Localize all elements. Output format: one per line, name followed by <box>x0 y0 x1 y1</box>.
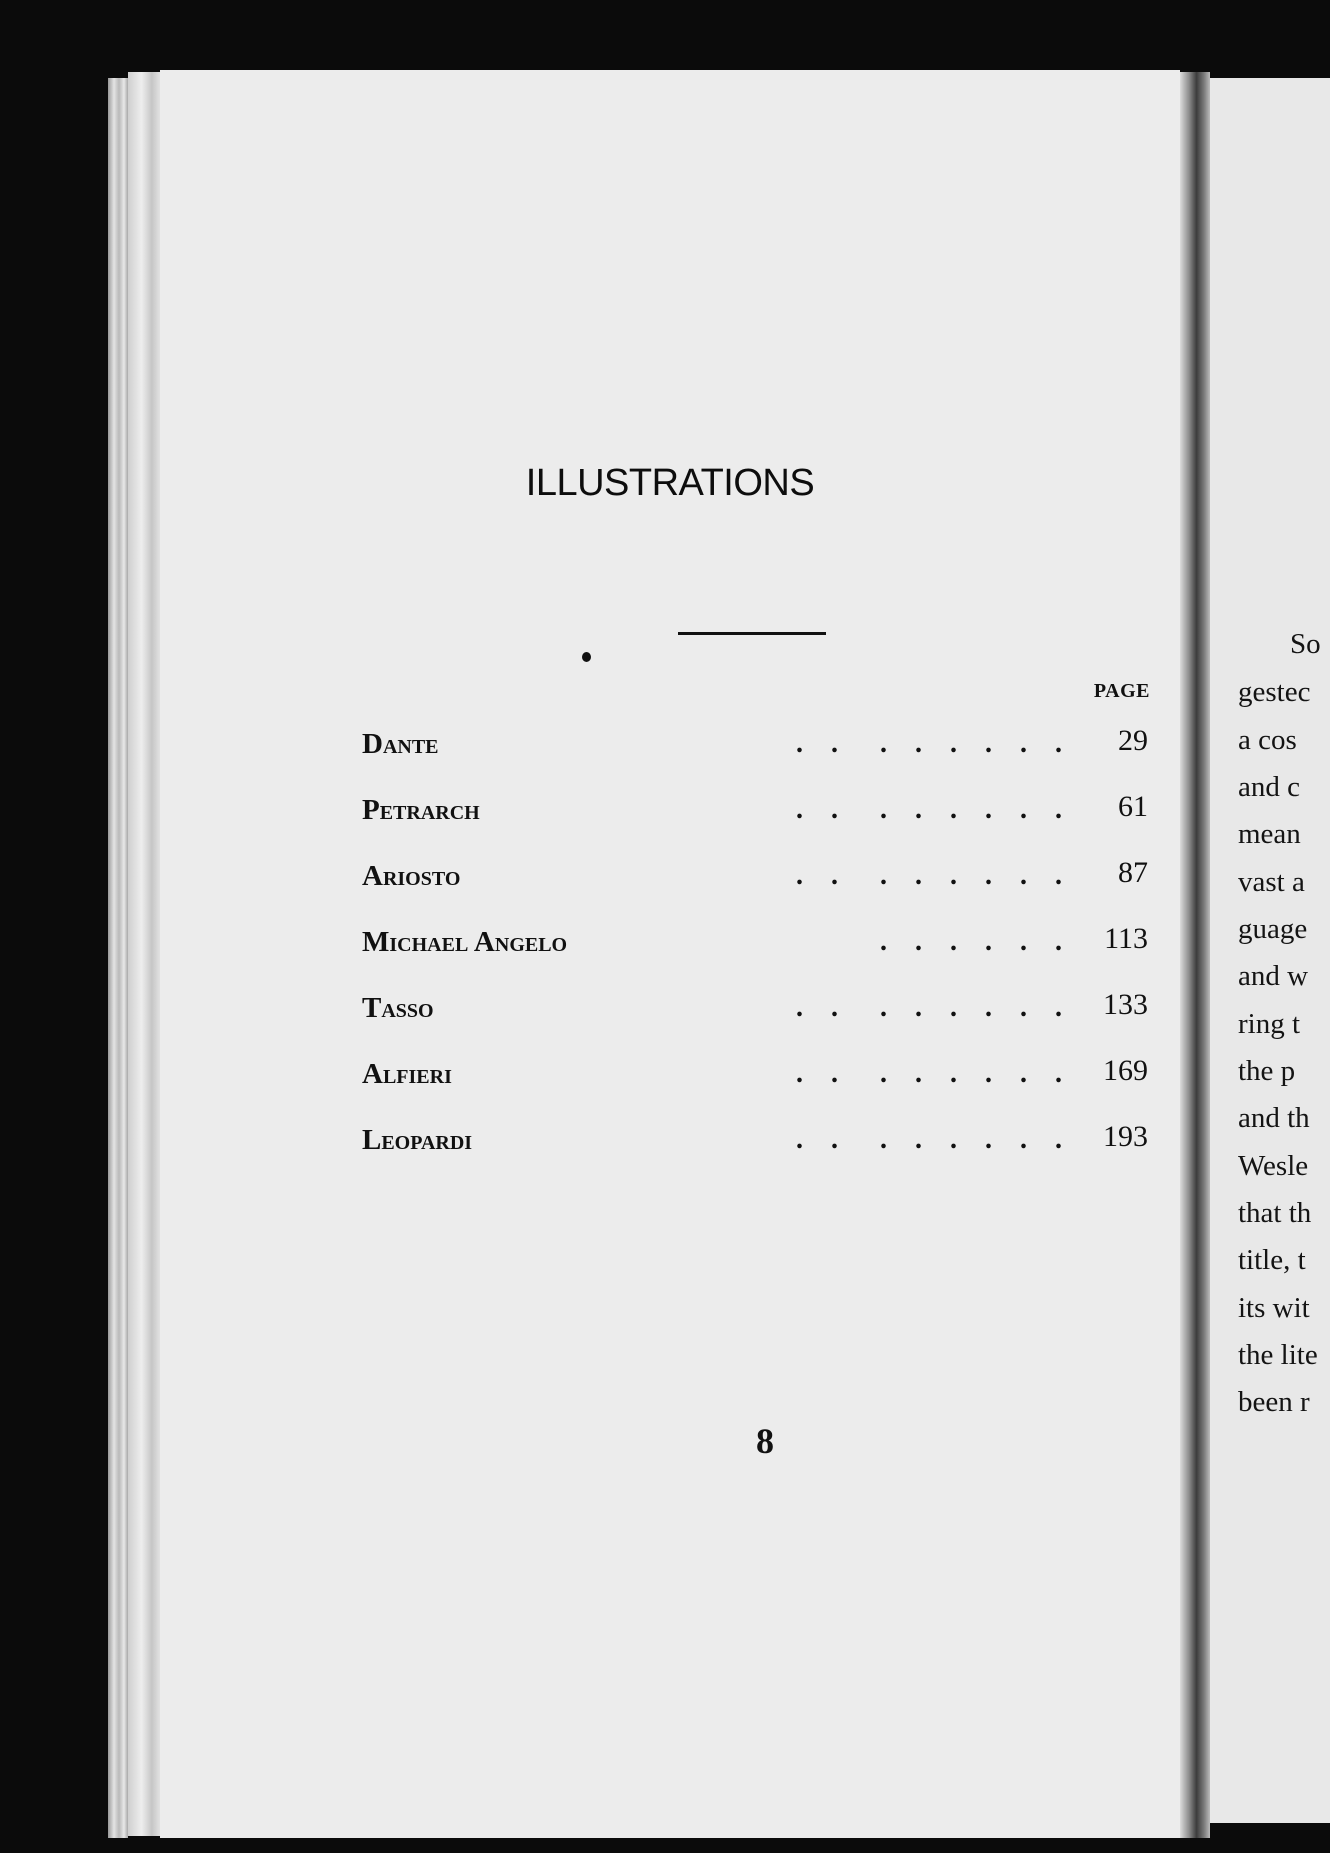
list-item-michael-angelo <box>362 922 1162 974</box>
facing-line: its wit <box>1238 1292 1310 1324</box>
entry-name: Dante <box>362 728 439 760</box>
dot-leaders: . . . . . . . . <box>796 992 1062 1023</box>
right-page <box>1210 78 1330 1823</box>
facing-line: mean <box>1238 818 1301 850</box>
entry-page: 87 <box>1118 856 1148 889</box>
book-gutter <box>1180 72 1210 1838</box>
facing-line: guage <box>1238 913 1308 945</box>
facing-line: and c <box>1238 771 1300 803</box>
entry-name: Michael Angelo <box>362 926 568 958</box>
entry-name: Petrarch <box>362 794 480 826</box>
dot-leaders: . . . . . . . . <box>796 1124 1062 1155</box>
facing-line: So <box>1290 628 1321 660</box>
facing-line: vast a <box>1238 866 1305 898</box>
facing-line: the p <box>1238 1055 1296 1087</box>
entry-name: Tasso <box>362 992 434 1024</box>
facing-line: the lite <box>1238 1339 1318 1371</box>
list-item-alfieri <box>362 1054 1162 1106</box>
list-item-tasso <box>362 988 1162 1040</box>
page-number: 8 <box>756 1421 774 1461</box>
entry-name: Ariosto <box>362 860 461 892</box>
facing-line: and w <box>1238 960 1309 992</box>
entry-page: 169 <box>1103 1054 1148 1087</box>
facing-line: title, t <box>1238 1244 1306 1276</box>
entry-page: 61 <box>1118 790 1148 823</box>
list-item-ariosto <box>362 856 1162 908</box>
list-item-dante <box>362 724 1162 776</box>
list-item-leopardi <box>362 1120 1162 1172</box>
dot-leaders: . . . . . . . . <box>796 728 1062 759</box>
entry-page: 29 <box>1118 724 1148 757</box>
facing-line: gestec <box>1238 676 1311 708</box>
facing-line: Wesle <box>1238 1150 1309 1182</box>
dot-leaders: . . . . . . <box>880 926 1062 957</box>
facing-line: a cos <box>1238 724 1297 756</box>
page-title: ILLUSTRATIONS <box>525 462 815 504</box>
facing-line: and th <box>1238 1102 1310 1134</box>
entry-page: 193 <box>1103 1120 1148 1153</box>
dot-leaders: . . . . . . . . <box>796 860 1062 891</box>
facing-line: ring t <box>1238 1008 1301 1040</box>
page-column-header: PAGE <box>1093 680 1150 702</box>
list-item-petrarch <box>362 790 1162 842</box>
dot-leaders: . . . . . . . . <box>796 794 1062 825</box>
facing-line: been r <box>1238 1386 1310 1418</box>
entry-page: 133 <box>1103 988 1148 1021</box>
entry-name: Alfieri <box>362 1058 452 1090</box>
entry-name: Leopardi <box>362 1124 473 1156</box>
entry-page: 113 <box>1104 922 1148 955</box>
facing-line: that th <box>1238 1197 1312 1229</box>
dot-leaders: . . . . . . . . <box>796 1058 1062 1089</box>
